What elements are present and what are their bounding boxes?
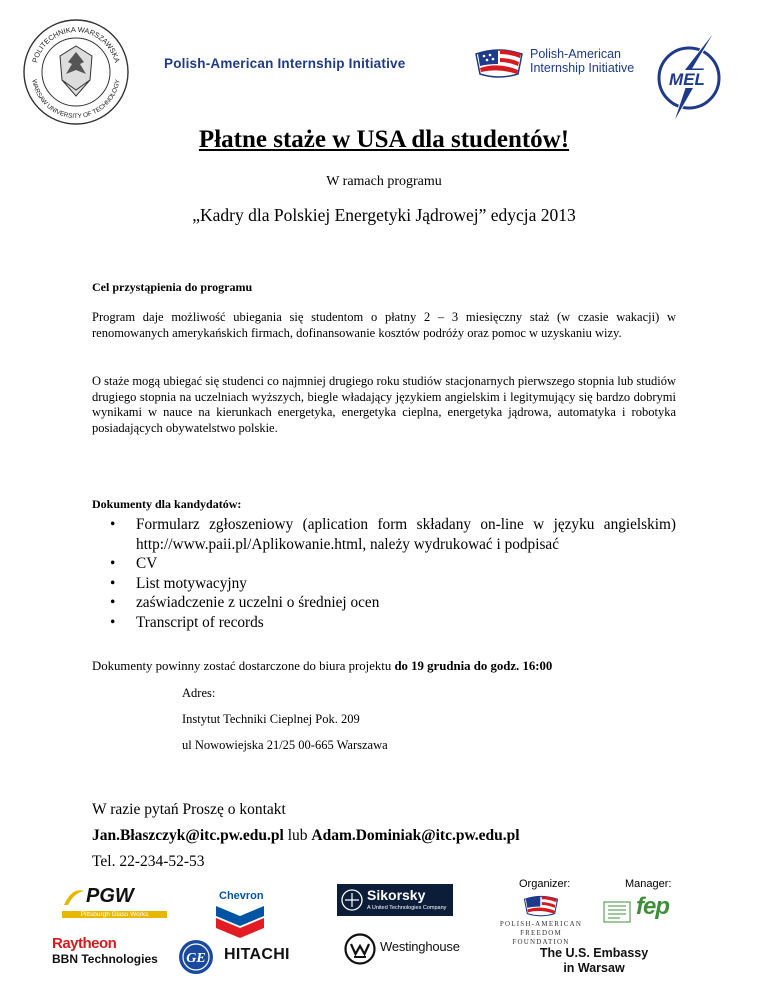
deadline-date: do 19 grudnia do godz. 16:00 xyxy=(394,659,553,673)
eligibility-paragraph: O staże mogą ubiegać się studenci co najmniej drugiego roku studiów stacjonarnych pierwszego stopnia lub studiów drugiego stopnia na uczelniach wyższych, biegle władający językiem angielskim i legitymujący się bardzo dobrymi wynikami w nauce na kierunkach energetyka, energetyka cieplna, energetyka jądrowa, automatyka i robotyka posiadających obywatelstwo polskie. xyxy=(92,374,676,435)
seal-text-top: POLITECHNIKA WARSZAWSKA xyxy=(30,24,122,64)
sikorsky-logo-subtext: A United Technologies Company xyxy=(367,905,447,911)
westinghouse-emblem-icon xyxy=(344,933,376,965)
embassy-line1: The U.S. Embassy xyxy=(539,946,649,960)
westinghouse-logo-text: Westinghouse xyxy=(380,939,460,954)
paii-logo-line2: Internship Initiative xyxy=(530,61,635,75)
paii-logo-text xyxy=(530,47,634,75)
ge-logo-text: GE xyxy=(186,951,206,966)
chevron-logo-icon xyxy=(214,902,266,938)
paff-logo-line1: POLISH-AMERICAN xyxy=(499,920,583,928)
paii-header-title: Polish-American Internship Initiative xyxy=(164,56,406,71)
page-title: Płatne staże w USA dla studentów! xyxy=(198,126,570,153)
contact-intro: W razie pytań Proszę o kontakt xyxy=(92,801,286,818)
paff-flag-logo-icon xyxy=(523,892,559,918)
chevron-logo-text: Chevron xyxy=(219,890,264,902)
paii-logo-line1: Polish-American xyxy=(530,47,622,61)
email-link-blaszczyk[interactable]: Jan.Błaszczyk@itc.pw.edu.pl xyxy=(92,827,284,844)
manager-label: Manager: xyxy=(625,878,672,890)
embassy-line2: in Warsaw xyxy=(563,961,625,975)
deadline-line xyxy=(92,659,552,674)
pgw-swoosh-icon xyxy=(62,887,86,909)
address-label: Adres: xyxy=(182,686,216,700)
pgw-logo-text: PGW xyxy=(86,885,134,907)
pgw-logo-subtext: Pittsburgh Glass Works xyxy=(62,911,167,918)
ge-logo-icon xyxy=(178,939,214,975)
hitachi-logo-text: HITACHI xyxy=(224,946,290,963)
list-item: • Formularz zgłoszeniowy (aplication form składany on-line w języku angielskim) http://www.paii.pl/Aplikowanie.html, należy wydrukować i podpisać xyxy=(104,515,676,554)
address-line-1: Instytut Techniki Cieplnej Pok. 209 xyxy=(182,712,360,726)
list-item: • zaświadczenie z uczelni o średniej ocen xyxy=(104,593,676,613)
program-name: „Kadry dla Polskiej Energetyki Jądrowej” edycja 2013 xyxy=(192,205,576,225)
us-embassy-text xyxy=(530,946,658,976)
email-link-dominiak[interactable]: Adam.Dominiak@itc.pw.edu.pl xyxy=(311,827,520,844)
raytheon-logo-text: Raytheon xyxy=(52,935,117,952)
warsaw-university-seal-logo xyxy=(22,18,130,126)
address-line-2: ul Nowowiejska 21/25 00-665 Warszawa xyxy=(182,738,388,752)
sikorsky-logo-text: Sikorsky xyxy=(367,887,426,903)
paff-logo-line2: FREEDOM FOUNDATION xyxy=(512,929,570,946)
goal-paragraph: Program daje możliwość ubiegania się studentom o płatny 2 – 3 miesięczny staż (w czasie wakacji) w renomowanych amerykańskich firmach, dofinansowanie kosztów podróży oraz pomoc w uzyskaniu wizy. xyxy=(92,310,676,340)
deadline-prefix: Dokumenty powinny zostać dostarczone do biura projektu xyxy=(92,659,395,673)
mel-logo xyxy=(653,26,723,126)
bbn-logo-text: BBN Technologies xyxy=(52,952,158,966)
section-heading-documents: Dokumenty dla kandydatów: xyxy=(92,497,242,511)
contact-emails xyxy=(92,827,520,845)
paii-flag-logo-icon xyxy=(474,44,524,80)
paff-logo-text xyxy=(493,920,589,947)
sikorsky-logo xyxy=(337,884,453,916)
section-heading-goal: Cel przystąpienia do programu xyxy=(92,280,253,294)
email-joiner: lub xyxy=(283,827,312,844)
fep-logo-text: fep xyxy=(636,893,669,920)
contact-phone: Tel. 22-234-52-53 xyxy=(92,853,205,870)
list-item: • Transcript of records xyxy=(104,613,676,633)
organizer-label: Organizer: xyxy=(519,878,571,890)
mel-logo-text: MEL xyxy=(669,70,705,89)
program-intro: W ramach programu xyxy=(326,174,442,189)
fundacja-emblem-icon xyxy=(600,900,634,926)
pgw-logo xyxy=(62,885,167,923)
sikorsky-emblem-icon xyxy=(341,889,363,911)
seal-text-bottom: WARSAW UNIVERSITY OF TECHNOLOGY xyxy=(30,78,122,121)
list-item: • List motywacyjny xyxy=(104,574,676,594)
list-item: • CV xyxy=(104,554,676,574)
documents-list xyxy=(104,515,676,632)
